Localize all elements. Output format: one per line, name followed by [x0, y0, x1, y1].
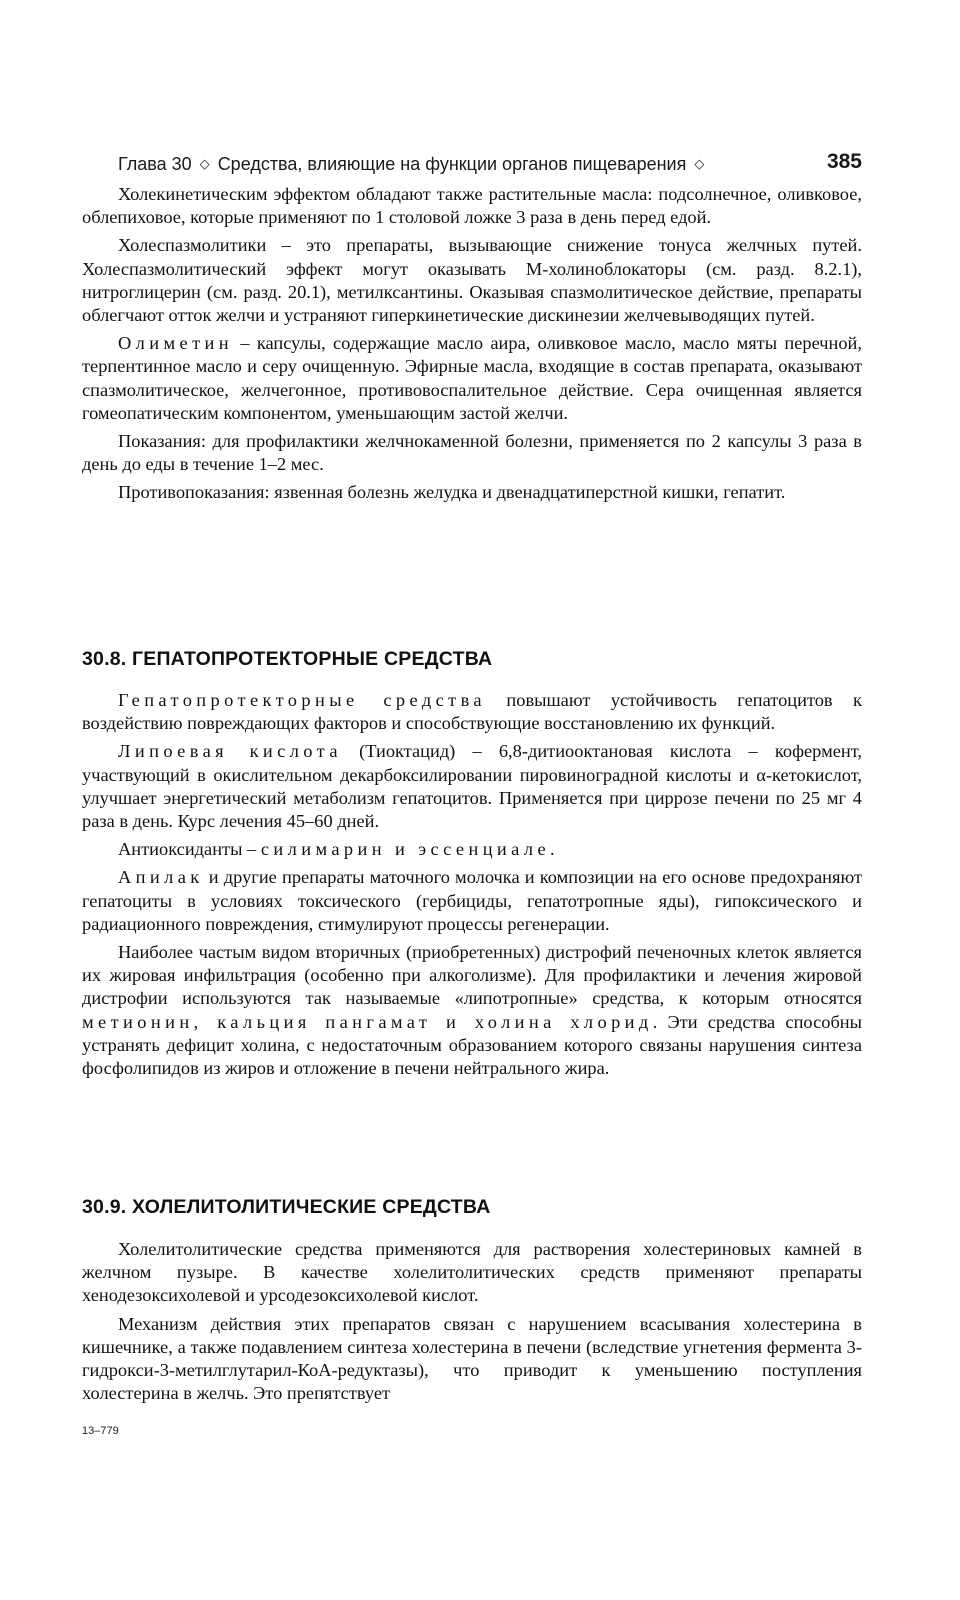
text-block-section-30-8: [82, 689, 862, 1085]
section-heading: 30.8. ГЕПАТОПРОТЕКТОРНЫЕ СРЕДСТВА: [82, 648, 493, 670]
text-block-intro: [82, 183, 862, 510]
diamond-icon: ◇: [199, 156, 210, 171]
paragraph: Холелитолитические средства применяются для растворения холестериновых камней в желчном пузыре. В качестве холелитолитических средств применяют препараты хенодезоксихолевой и урсодезоксихолевой кислот.: [82, 1239, 862, 1306]
text-block-section-30-9: [82, 1238, 862, 1410]
diamond-icon: ◇: [694, 156, 705, 171]
paragraph: Гепатопротекторные средства повышают устойчивость гепатоцитов к воздействию повреждающих факторов и способствующие восстановлению их функций.: [82, 690, 862, 734]
paragraph: Показания: для профилактики желчнокаменной болезни, применяется по 2 капсулы 3 раза в день до еды в течение 1–2 мес.: [82, 431, 862, 475]
chapter-title: Средства, влияющие на функции органов пищеварения: [217, 154, 687, 174]
drug-term: метионин, кальция пангамат и холина хлорид: [82, 1011, 653, 1032]
drug-term: силимарин и эссенциале.: [260, 839, 560, 860]
running-head: [82, 150, 862, 180]
drug-term: Гепатопротекторные средства: [118, 690, 486, 710]
page-number: 385: [826, 150, 862, 173]
chapter-label: Глава 30: [118, 154, 192, 174]
running-head-text: [118, 154, 707, 175]
paragraph: Антиоксиданты – силимарин и эссенциале.: [118, 839, 560, 860]
paragraph: Олиметин – капсулы, содержащие масло аира, оливковое масло, масло мяты перечной, терпентинное масло и серу очищенную. Эфирные масла, входящие в состав препарата, оказывают спазмолитическое, желчегонное, противовоспалительное действие. Сера очищенная является гомеопатическим компонентом, уменьшающим застой желчи.: [82, 333, 862, 423]
paragraph: Наиболее частым видом вторичных (приобретенных) дистрофий печеночных клеток является их жировая инфильтрация (особенно при алкоголизме). Для профилактики и лечения жировой дистрофии используются так называемые «липотропные» средства, к которым относятся метионин, кальция пангамат и холина хлорид. Эти средства способны устранять дефицит холина, с недостаточным образованием которого связаны нарушения синтеза фосфолипидов из жиров и отложение в печени нейтрального жира.: [82, 942, 862, 1079]
paragraph: Холекинетическим эффектом обладают также растительные масла: подсолнечное, оливковое, облепиховое, которые применяют по 1 столовой ложке 3 раза в день перед едой.: [82, 184, 862, 228]
drug-term: Апилак: [118, 867, 204, 888]
paragraph: Холеспазмолитики – это препараты, вызывающие снижение тонуса желчных путей. Холеспазмолитический эффект могут оказывать М-холиноблокаторы (см. разд. 8.2.1), нитроглицерин (см. разд. 20.1), метилксантины. Оказывая спазмолитическое действие, препараты облегчают отток желчи и устраняют гиперкинетические дискинезии желчевыводящих путей.: [82, 235, 862, 326]
paragraph: Механизм действия этих препаратов связан с нарушением всасывания холестерина в кишечнике, а также подавлением синтеза холестерина в печени (вследствие угнетения фермента 3-гидрокси-3-метилглутарил-КоА-редуктазы), что приводит к уменьшению поступления холестерина в желчь. Это препятствует: [82, 1313, 862, 1404]
paragraph: Противопоказания: язвенная болезнь желудка и двенадцатиперстной кишки, гепатит.: [118, 482, 786, 503]
section-heading: 30.9. ХОЛЕЛИТОЛИТИЧЕСКИЕ СРЕДСТВА: [82, 1196, 491, 1218]
signature-mark: 13–779: [82, 1425, 119, 1437]
paragraph: Апилак и другие препараты маточного молочка и композиции на его основе предохраняют гепатоциты в условиях токсического (гербициды, гепатотропные яды), гипоксического и радиационного повреждения, стимулируют процессы регенерации.: [82, 867, 862, 934]
drug-term: Липоевая кислота: [118, 741, 342, 762]
drug-term: Олиметин: [118, 333, 234, 354]
paragraph: Липоевая кислота (Тиоктацид) – 6,8-дитиооктановая кислота – кофермент, участвующий в окислительном декарбоксилировании пировиноградной кислоты и α-кетокислот, улучшает энергетический метаболизм гепатоцитов. Применяется при циррозе печени по 25 мг 4 раза в день. Курс лечения 45–60 дней.: [82, 741, 862, 832]
